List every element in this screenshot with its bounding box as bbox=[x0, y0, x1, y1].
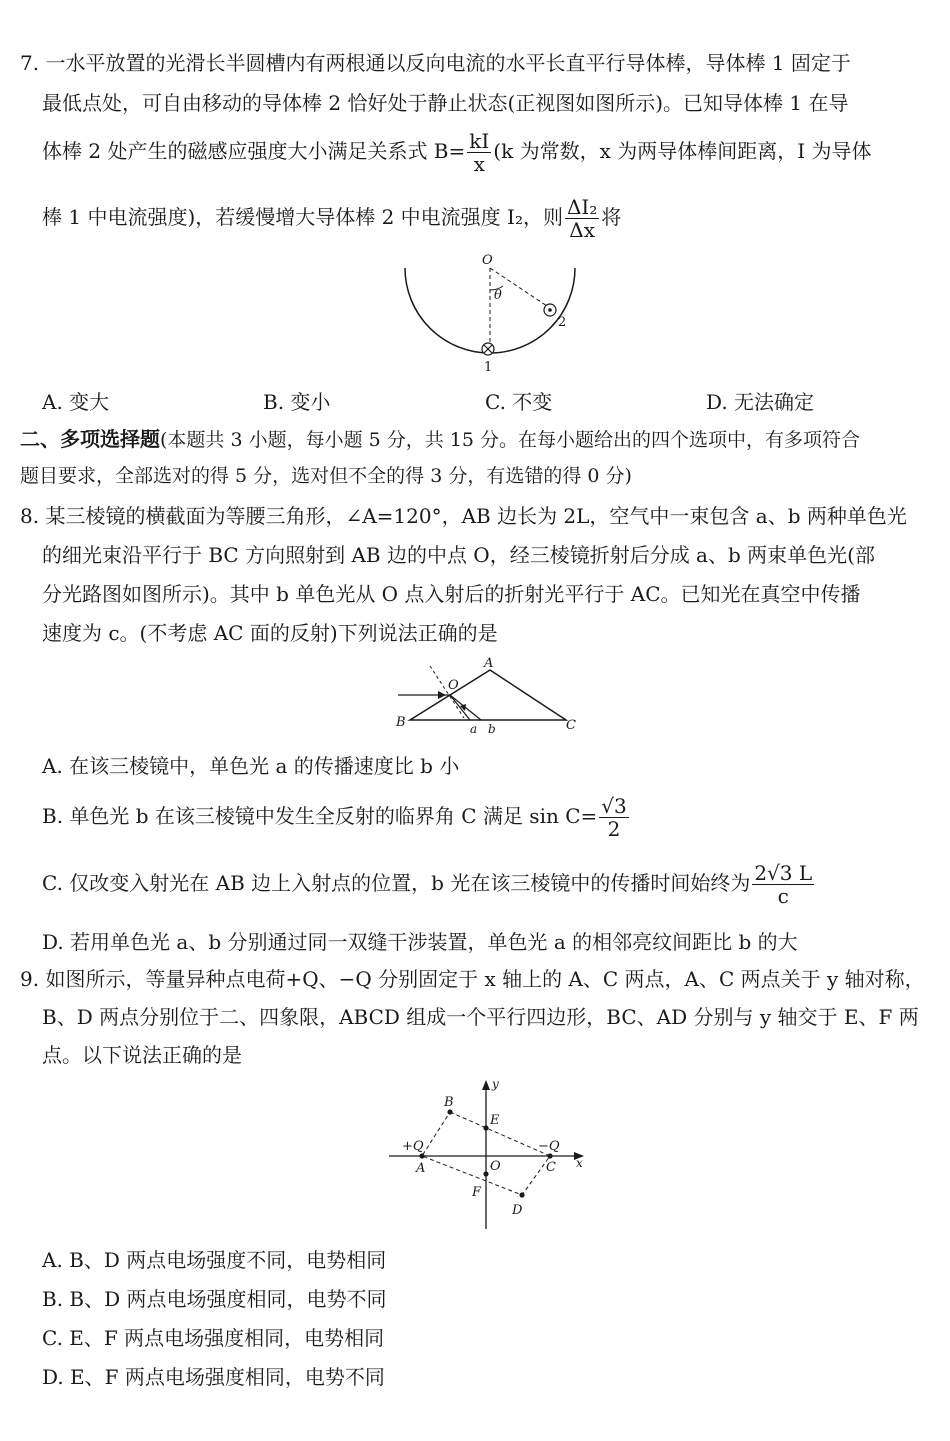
q7-label-2: 2 bbox=[558, 315, 567, 330]
q9-charge-figure bbox=[386, 1074, 596, 1234]
q8-label-ray-b: b bbox=[488, 722, 496, 736]
q8-label-c-vertex: C bbox=[566, 718, 576, 733]
q9-label-d: D bbox=[512, 1203, 523, 1218]
q9-label-c: C bbox=[546, 1160, 556, 1175]
q7-label-o: O bbox=[482, 253, 493, 268]
q9-line-2: B、D 两点分别位于二、四象限，ABCD 组成一个平行四边形，BC、AD 分别与 y 轴交于 E、F 两 bbox=[42, 1005, 919, 1029]
q7-ratio-den: Δx bbox=[569, 218, 596, 242]
q8-line-3: 分光路图如图所示)。其中 b 单色光从 O 点入射后的折射光平行于 AC。已知光在真空中传播 bbox=[42, 582, 861, 606]
q7-line-1: 7. 一水平放置的光滑长半圆槽内有两根通以反向电流的水平长直平行导体棒，导体棒 1 固定于 bbox=[20, 51, 851, 75]
q8-label-a-vertex: A bbox=[484, 656, 494, 671]
q9-line-3: 点。以下说法正确的是 bbox=[42, 1043, 242, 1067]
q9-label-f: F bbox=[472, 1185, 482, 1200]
q7-formula-b bbox=[467, 130, 491, 175]
q7-label-theta: θ bbox=[494, 288, 502, 303]
q9-label-x-axis: x bbox=[576, 1156, 583, 1170]
q8-label-o: O bbox=[448, 678, 459, 693]
q9-option-c[interactable]: C. E、F 两点电场强度相同，电势相同 bbox=[42, 1326, 385, 1350]
q8-label-ray-a: a bbox=[470, 722, 478, 736]
section-2-note-1: (本题共 3 小题，每小题 5 分，共 15 分。在每小题给出的四个选项中，有多项符合 bbox=[160, 429, 861, 451]
q7-line-2: 最低点处，可自由移动的导体棒 2 恰好处于静止状态(正视图如图所示)。已知导体棒 1 在导 bbox=[42, 91, 849, 115]
q7-figure bbox=[400, 250, 580, 380]
q8-line-2: 的细光束沿平行于 BC 方向照射到 AB 边的中点 O，经三棱镜折射后分成 a、b 两束单色光(部 bbox=[42, 543, 875, 567]
q8-option-c-den: c bbox=[777, 884, 789, 908]
q8-line-4: 速度为 c。(不考虑 AC 面的反射)下列说法正确的是 bbox=[42, 621, 498, 645]
q9-option-a[interactable]: A. B、D 两点电场强度不同，电势相同 bbox=[42, 1248, 387, 1272]
q7-ratio-num: ΔI₂ bbox=[566, 195, 598, 219]
q7-formula-den: x bbox=[473, 152, 485, 176]
q9-label-y-axis: y bbox=[492, 1077, 499, 1091]
q7-line-4 bbox=[42, 196, 621, 241]
q8-option-b-den: 2 bbox=[607, 817, 621, 841]
q9-label-a: A bbox=[416, 1161, 426, 1176]
q8-option-b-num: √3 bbox=[601, 794, 627, 818]
q8-prism-figure bbox=[388, 654, 588, 736]
q9-line-1: 9. 如图所示，等量异种点电荷+Q、−Q 分别固定于 x 轴上的 A、C 两点，A、C 两点关于 y 轴对称， bbox=[20, 967, 925, 991]
q7-line-3-a: 体棒 2 处产生的磁感应强度大小满足关系式 B= bbox=[42, 139, 466, 163]
q8-option-b[interactable] bbox=[42, 795, 631, 840]
q8-option-b-text: B. 单色光 b 在该三棱镜中发生全反射的临界角 C 满足 sin C= bbox=[42, 804, 598, 828]
q8-option-c-fraction bbox=[752, 862, 814, 907]
q8-option-c[interactable] bbox=[42, 862, 816, 907]
q7-line-4-a: 棒 1 中电流强度)，若缓慢增大导体棒 2 中电流强度 I₂，则 bbox=[42, 205, 563, 229]
q7-label-1: 1 bbox=[484, 360, 493, 375]
q9-label-o: O bbox=[490, 1159, 501, 1174]
q9-label-minus-q: −Q bbox=[538, 1139, 560, 1154]
q7-line-4-b: 将 bbox=[601, 205, 622, 229]
q9-label-e: E bbox=[490, 1113, 500, 1128]
q9-option-b[interactable]: B. B、D 两点电场强度相同，电势不同 bbox=[42, 1287, 387, 1311]
q7-ratio bbox=[565, 196, 599, 241]
q8-option-d[interactable]: D. 若用单色光 a、b 分别通过同一双缝干涉装置，单色光 a 的相邻亮纹间距比 b 的大 bbox=[42, 930, 798, 954]
q7-option-c[interactable]: C. 不变 bbox=[485, 390, 553, 414]
section-2-note-2: 题目要求，全部选对的得 5 分，选对但不全的得 3 分，有选错的得 0 分) bbox=[20, 465, 632, 487]
q7-option-b[interactable]: B. 变小 bbox=[263, 390, 331, 414]
q8-option-c-num: 2√3 L bbox=[754, 861, 813, 885]
section-2-title: 二、多项选择题 bbox=[20, 427, 160, 451]
q8-option-a[interactable]: A. 在该三棱镜中，单色光 a 的传播速度比 b 小 bbox=[42, 754, 460, 778]
q7-line-3-b: (k 为常数，x 为两导体棒间距离，I 为导体 bbox=[493, 139, 872, 163]
q8-option-c-text: C. 仅改变入射光在 AB 边上入射点的位置，b 光在该三棱镜中的传播时间始终为 bbox=[42, 871, 751, 895]
q7-option-d[interactable]: D. 无法确定 bbox=[706, 390, 815, 414]
q9-label-plus-q: +Q bbox=[402, 1139, 424, 1154]
q9-option-d[interactable]: D. E、F 两点电场强度相同，电势不同 bbox=[42, 1365, 385, 1389]
q7-option-a[interactable]: A. 变大 bbox=[42, 390, 110, 414]
q7-formula-num: kI bbox=[469, 129, 490, 153]
q7-line-3 bbox=[42, 130, 871, 175]
q8-label-b-vertex: B bbox=[396, 715, 406, 730]
q8-line-1: 8. 某三棱镜的横截面为等腰三角形，∠A=120°，AB 边长为 2L，空气中一束包含 a、b 两种单色光 bbox=[20, 504, 907, 528]
q9-label-b: B bbox=[444, 1095, 454, 1110]
q8-option-b-fraction bbox=[599, 795, 628, 840]
section-2-header bbox=[20, 426, 860, 453]
